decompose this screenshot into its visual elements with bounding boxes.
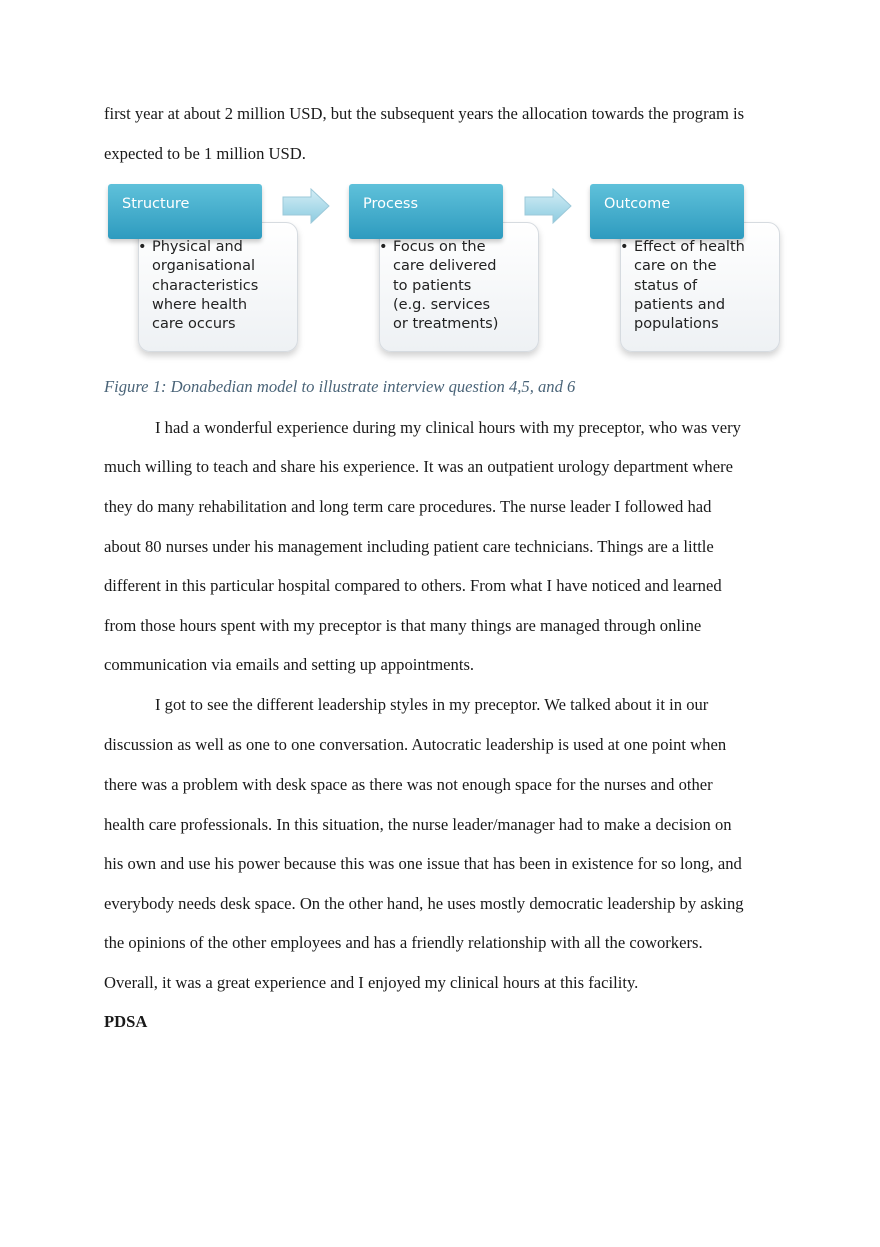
paragraph-line: about 80 nurses under his management including patient care technicians. Things are a little <box>104 537 714 556</box>
paragraph-line: Overall, it was a great experience and I enjoyed my clinical hours at this facility. <box>104 973 639 992</box>
stage-text: Focus on the care delivered to patients (e.g. services or treatments) <box>393 239 499 333</box>
donabedian-diagram <box>104 180 784 362</box>
paragraph-line: different in this particular hospital compared to others. From what I have noticed and learned <box>104 576 722 595</box>
stage-description <box>620 238 776 334</box>
paragraph-line: I had a wonderful experience during my clinical hours with my preceptor, who was very <box>155 418 741 437</box>
stage-header <box>349 184 503 239</box>
paragraph-line: the opinions of the other employees and has a friendly relationship with all the coworkers. <box>104 933 703 952</box>
stage-text: Physical and organisational characteristics where health care occurs <box>152 239 259 333</box>
stage-header <box>108 184 262 239</box>
paragraph-line: discussion as well as one to one conversation. Autocratic leadership is used at one point when <box>104 735 727 754</box>
paragraph-line: much willing to teach and share his experience. It was an outpatient urology department where <box>104 457 733 476</box>
stage-structure <box>108 180 308 362</box>
right-arrow-icon <box>523 188 573 224</box>
paragraph-line: from those hours spent with my preceptor is that many things are managed through online <box>104 616 702 635</box>
bullet-icon: • <box>620 239 629 255</box>
stage-title: Outcome <box>604 196 671 212</box>
stage-header <box>590 184 744 239</box>
paragraph-line: his own and use his power because this was one issue that has been in existence for so long, and <box>104 854 742 873</box>
paragraph-line: communication via emails and setting up appointments. <box>104 655 475 674</box>
paragraph-line: there was a problem with desk space as there was not enough space for the nurses and other <box>104 775 713 794</box>
paragraph-line: everybody needs desk space. On the other hand, he uses mostly democratic leadership by asking <box>104 894 744 913</box>
stage-title: Structure <box>122 196 190 212</box>
right-arrow-icon <box>281 188 331 224</box>
stage-outcome <box>590 180 790 362</box>
stage-description <box>379 238 535 334</box>
figure-caption: Figure 1: Donabedian model to illustrate interview question 4,5, and 6 <box>104 377 576 396</box>
bullet-icon: • <box>138 239 147 255</box>
paragraph-line: first year at about 2 million USD, but the subsequent years the allocation towards the program is <box>104 104 745 123</box>
paragraph-line: expected to be 1 million USD. <box>104 144 306 163</box>
stage-description <box>138 238 294 334</box>
bullet-icon: • <box>379 239 388 255</box>
paragraph-line: health care professionals. In this situation, the nurse leader/manager had to make a decision on <box>104 815 732 834</box>
stage-text: Effect of health care on the status of patients and populations <box>634 239 745 333</box>
section-heading: PDSA <box>104 1012 148 1031</box>
paragraph-line: I got to see the different leadership styles in my preceptor. We talked about it in our <box>155 695 709 714</box>
stage-process <box>349 180 549 362</box>
stage-title: Process <box>363 196 419 212</box>
paragraph-line: they do many rehabilitation and long term care procedures. The nurse leader I followed had <box>104 497 712 516</box>
